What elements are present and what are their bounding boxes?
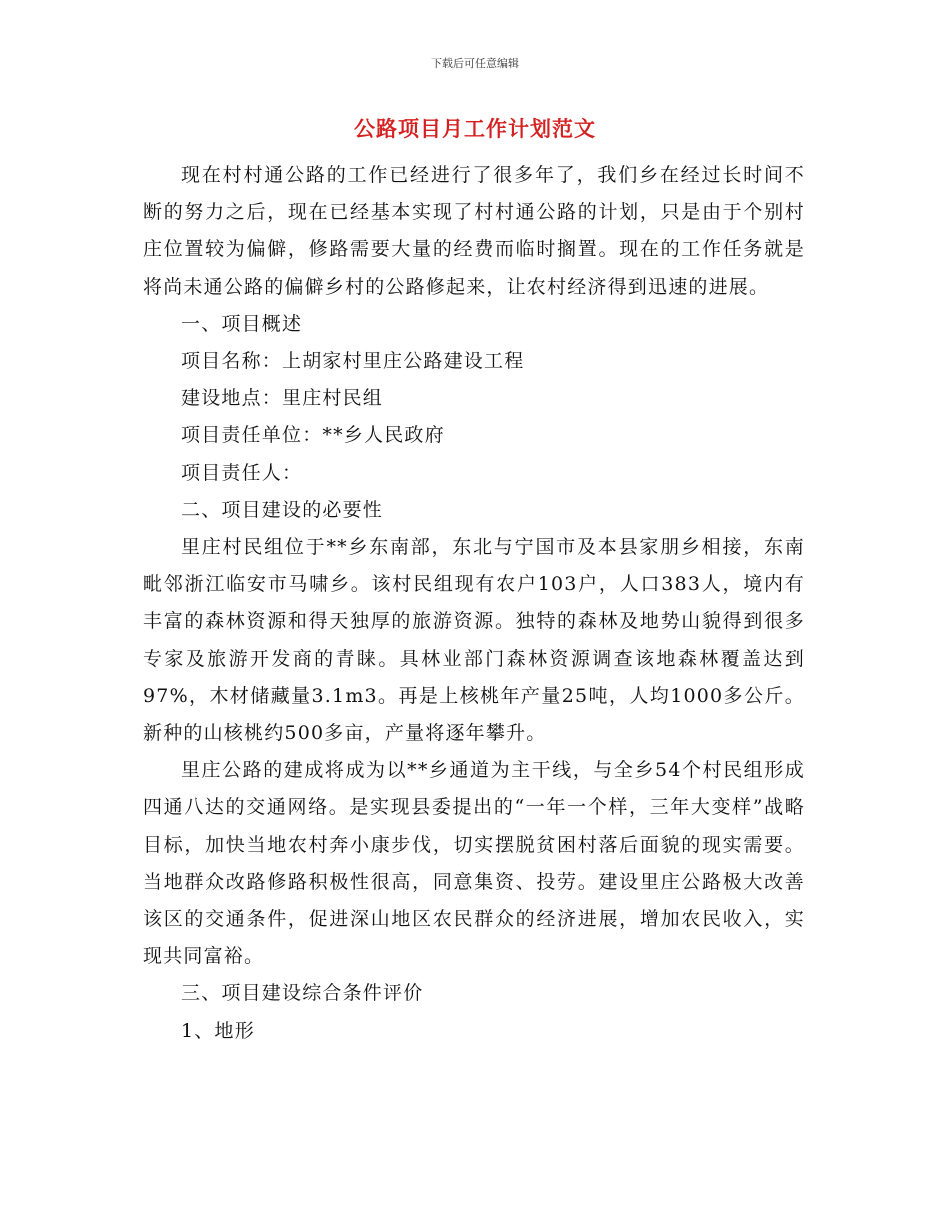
- section-heading-evaluation: 三、项目建设综合条件评价: [181, 982, 424, 1005]
- document-body: [143, 157, 805, 1050]
- necessity-paragraph-2: 里庄公路的建成将成为以**乡通道为主干线，与全乡54个村民组形成四通八达的交通网络。是实现县委提出的“一年一个样，三年大变样”战略目标，加快当地农村奔小康步伐，切实摆脱贫困村落后面貌的现实需要。当地群众改路修路积极性很高，同意集资、投劳。建设里庄公路极大改善该区的交通条件，促进深山地区农民群众的经济进展，增加农民收入，实现共同富裕。: [143, 759, 805, 968]
- necessity-paragraph-1: 里庄村民组位于**乡东南部，东北与宁国市及本县家朋乡相接，东南毗邻浙江临安市马啸乡。该村民组现有农户103户，人口383人，境内有丰富的森林资源和得天独厚的旅游资源。独特的森林及地势山貌得到很多专家及旅游开发商的青睐。具林业部门森林资源调查该地森林覆盖达到97%，木材储藏量3.1m3。再是上核桃年产量25吨，人均1000多公斤。新种的山核桃约500多亩，产量将逐年攀升。: [143, 536, 805, 745]
- section-heading-necessity: 二、项目建设的必要性: [181, 498, 384, 521]
- responsible-person-line: 项目责任人：: [181, 461, 303, 484]
- header-note: 下载后可任意编辑: [431, 57, 519, 70]
- intro-paragraph: 现在村村通公路的工作已经进行了很多年了，我们乡在经过长时间不断的努力之后，现在已经基本实现了村村通公路的计划，只是由于个别村庄位置较为偏僻，修路需要大量的经费而临时搁置。现在的工作任务就是将尚未通公路的偏僻乡村的公路修起来，让农村经济得到迅速的进展。: [143, 164, 805, 298]
- document-title: 公路项目月工作计划范文: [354, 117, 596, 141]
- section-heading-overview: 一、项目概述: [181, 312, 303, 335]
- project-name-line: 项目名称：上胡家村里庄公路建设工程: [181, 350, 525, 373]
- subheading-terrain: 1、地形: [181, 1019, 255, 1042]
- responsible-unit-line: 项目责任单位：**乡人民政府: [181, 424, 445, 447]
- project-location-line: 建设地点：里庄村民组: [181, 387, 384, 410]
